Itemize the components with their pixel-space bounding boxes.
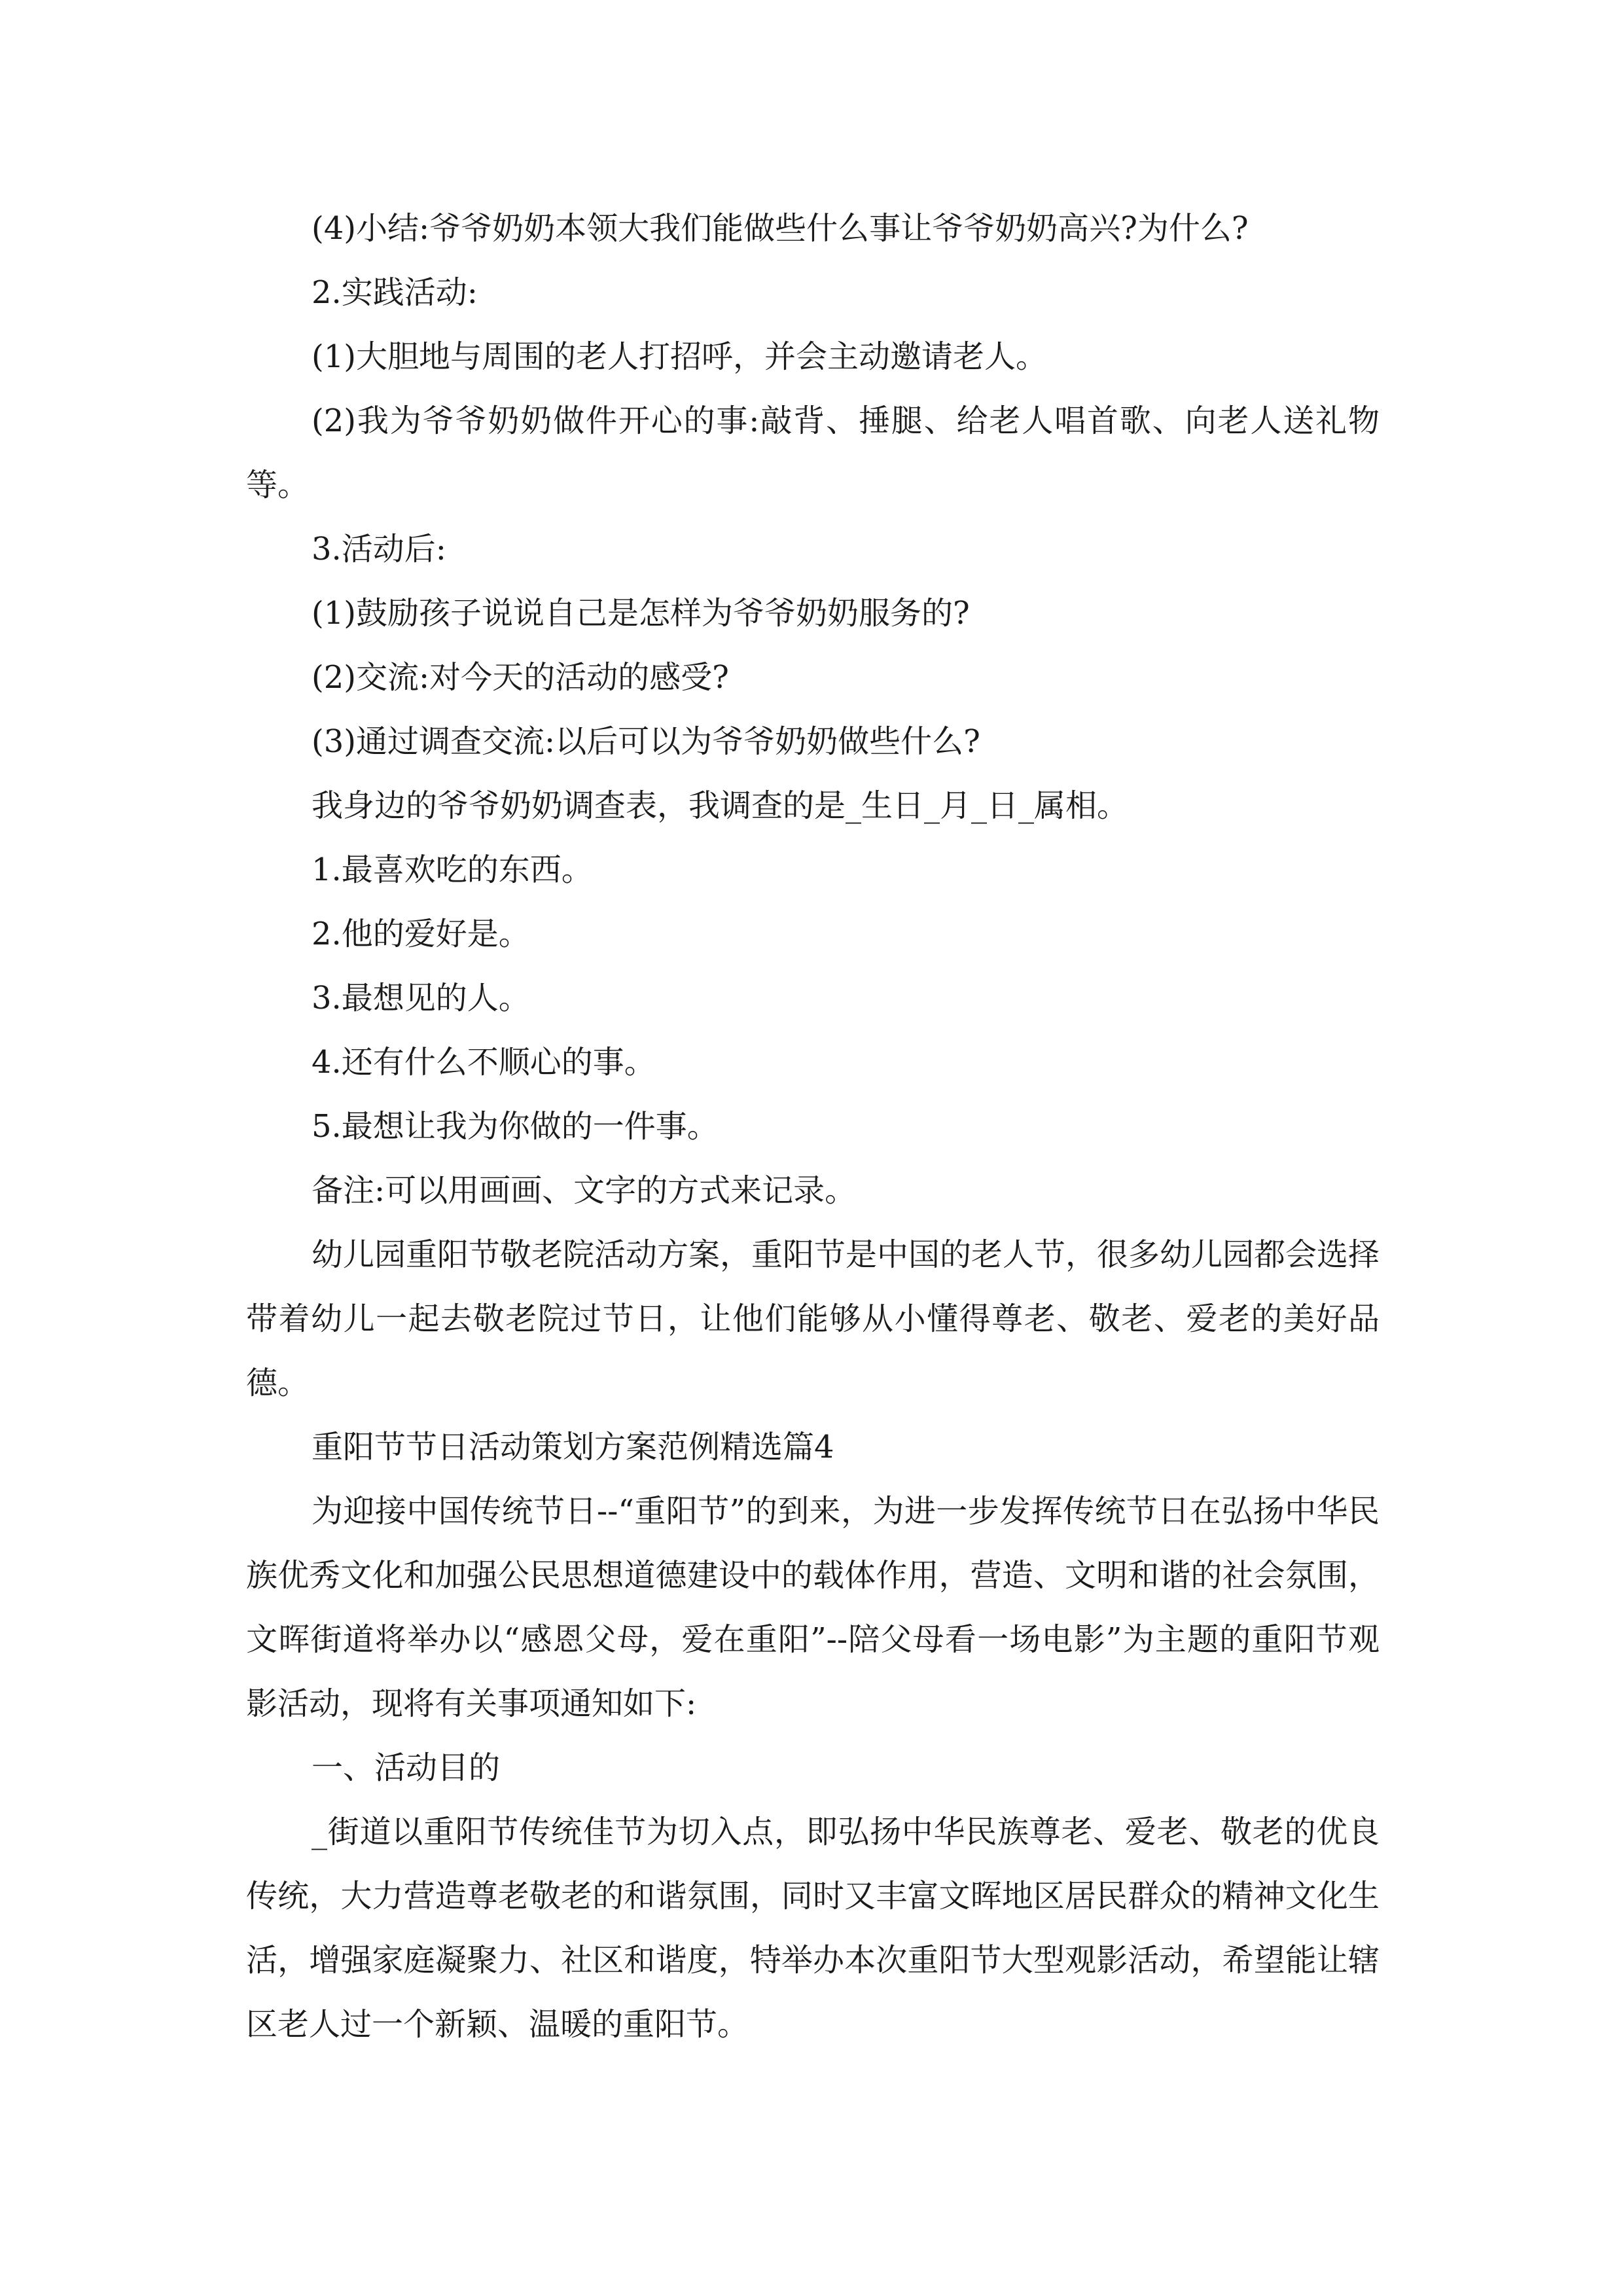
paragraph-intro: 为迎接中国传统节日--“重阳节”的到来，为进一步发挥传统节日在弘扬中华民族优秀文化和加强公民思想道德建设中的载体作用，营造、文明和谐的社会氛围，文晖街道将举办以“感恩父母，爱在重阳”--陪父母看一场电影”为主题的重阳节观影活动，现将有关事项通知如下: <box>246 1493 1380 1722</box>
paragraph-after-1: (1)鼓励孩子说说自己是怎样为爷爷奶奶服务的? <box>312 595 970 632</box>
paragraph-survey-1: 1.最喜欢吃的东西。 <box>312 852 593 888</box>
paragraph-after-heading: 3.活动后: <box>312 531 446 567</box>
paragraph-practice-2: (2)我为爷爷奶奶做件开心的事:敲背、捶腿、给老人唱首歌、向老人送礼物等。 <box>246 403 1380 503</box>
paragraph-practice-1: (1)大胆地与周围的老人打招呼，并会主动邀请老人。 <box>312 338 1047 375</box>
paragraph-kindergarten-plan: 幼儿园重阳节敬老院活动方案，重阳节是中国的老人节，很多幼儿园都会选择带着幼儿一起去敬老院过节日，让他们能够从小懂得尊老、敬老、爱老的美好品德。 <box>246 1236 1380 1401</box>
paragraph-purpose: _街道以重阳节传统佳节为切入点，即弘扬中华民族尊老、爱老、敬老的优良传统，大力营造尊老敬老的和谐氛围，同时又丰富文晖地区居民群众的精神文化生活，增强家庭凝聚力、社区和谐度，特举办本次重阳节大型观影活动，希望能让辖区老人过一个新颖、温暖的重阳节。 <box>246 1814 1380 2043</box>
paragraph-survey-3: 3.最想见的人。 <box>312 980 530 1016</box>
paragraph-summary: (4)小结:爷爷奶奶本领大我们能做些什么事让爷爷奶奶高兴?为什么? <box>312 210 1249 247</box>
paragraph-survey-title: 我身边的爷爷奶奶调查表，我调查的是_生日_月_日_属相。 <box>312 787 1129 824</box>
paragraph-after-2: (2)交流:对今天的活动的感受? <box>312 659 729 696</box>
paragraph-note: 备注:可以用画画、文字的方式来记录。 <box>312 1172 857 1209</box>
paragraph-survey-2: 2.他的爱好是。 <box>312 916 530 952</box>
paragraph-after-3: (3)通过调查交流:以后可以为爷爷奶奶做些什么? <box>312 723 980 760</box>
paragraph-practice-heading: 2.实践活动: <box>312 274 478 311</box>
section-title-plan-4: 重阳节节日活动策划方案范例精选篇4 <box>312 1429 834 1465</box>
section-heading-purpose: 一、活动目的 <box>312 1749 501 1786</box>
paragraph-survey-4: 4.还有什么不顺心的事。 <box>312 1044 656 1081</box>
document-body <box>246 196 1380 2056</box>
paragraph-survey-5: 5.最想让我为你做的一件事。 <box>312 1108 719 1145</box>
